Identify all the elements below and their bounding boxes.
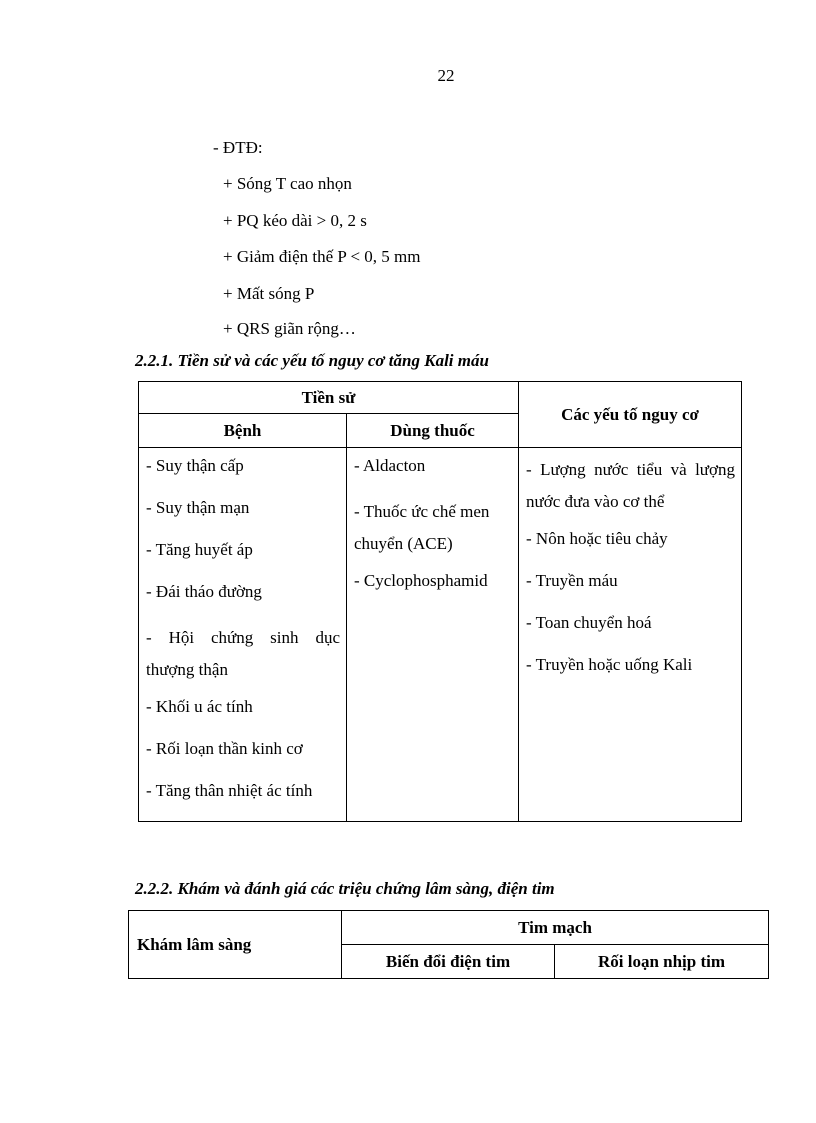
list-item: - Nôn hoặc tiêu chảy (526, 529, 668, 548)
header-disease: Bệnh (139, 414, 347, 448)
disease-list (139, 448, 347, 822)
ecg-item: + Mất sóng P (223, 284, 315, 303)
clinical-exam-table (128, 910, 769, 979)
list-item: - Truyền hoặc uống Kali (526, 655, 693, 674)
list-item: - Lượng nước tiểu và lượng nước đưa vào cơ thể (526, 460, 736, 511)
list-item: - Suy thận cấp (146, 456, 244, 475)
header-risk-factors: Các yếu tố nguy cơ (519, 382, 742, 448)
ecg-item: + Sóng T cao nhọn (223, 174, 352, 193)
section-heading-exam: 2.2.2. Khám và đánh giá các triệu chứng lâm sàng, điện tim (135, 879, 555, 898)
section-heading-history: 2.2.1. Tiền sử và các yếu tố nguy cơ tăng Kali máu (135, 351, 489, 370)
header-history: Tiền sử (139, 382, 519, 414)
list-item: - Tăng huyết áp (146, 540, 253, 559)
list-item: - Toan chuyển hoá (526, 613, 652, 632)
header-drug: Dùng thuốc (347, 414, 519, 448)
ecg-item: + QRS giãn rộng… (223, 319, 356, 338)
list-item: - Khối u ác tính (146, 697, 253, 716)
list-item: - Cyclophosphamid (354, 571, 488, 590)
ecg-title: - ĐTĐ: (213, 138, 263, 157)
header-cardiovascular: Tim mạch (342, 911, 769, 945)
header-ecg-changes: Biến đổi điện tim (342, 945, 555, 979)
list-item: - Suy thận mạn (146, 498, 250, 517)
list-item: - Hội chứng sinh dục thượng thận (146, 628, 340, 679)
drug-list (347, 448, 519, 822)
header-clinical-exam: Khám lâm sàng (129, 911, 342, 979)
list-item: - Đái tháo đường (146, 582, 262, 601)
header-arrhythmia: Rối loạn nhịp tim (555, 945, 769, 979)
list-item: - Truyền máu (526, 571, 618, 590)
page-number: 22 (437, 66, 455, 85)
list-item: - Rối loạn thần kinh cơ (146, 739, 303, 758)
ecg-item: + Giảm điện thế P < 0, 5 mm (223, 247, 421, 266)
ecg-item: + PQ kéo dài > 0, 2 s (223, 211, 367, 230)
list-item: - Thuốc ức chế men chuyển (ACE) (354, 502, 490, 553)
list-item: - Aldacton (354, 456, 426, 475)
risk-list (519, 448, 742, 822)
list-item: - Tăng thân nhiệt ác tính (146, 781, 313, 800)
history-risk-table (138, 381, 742, 822)
